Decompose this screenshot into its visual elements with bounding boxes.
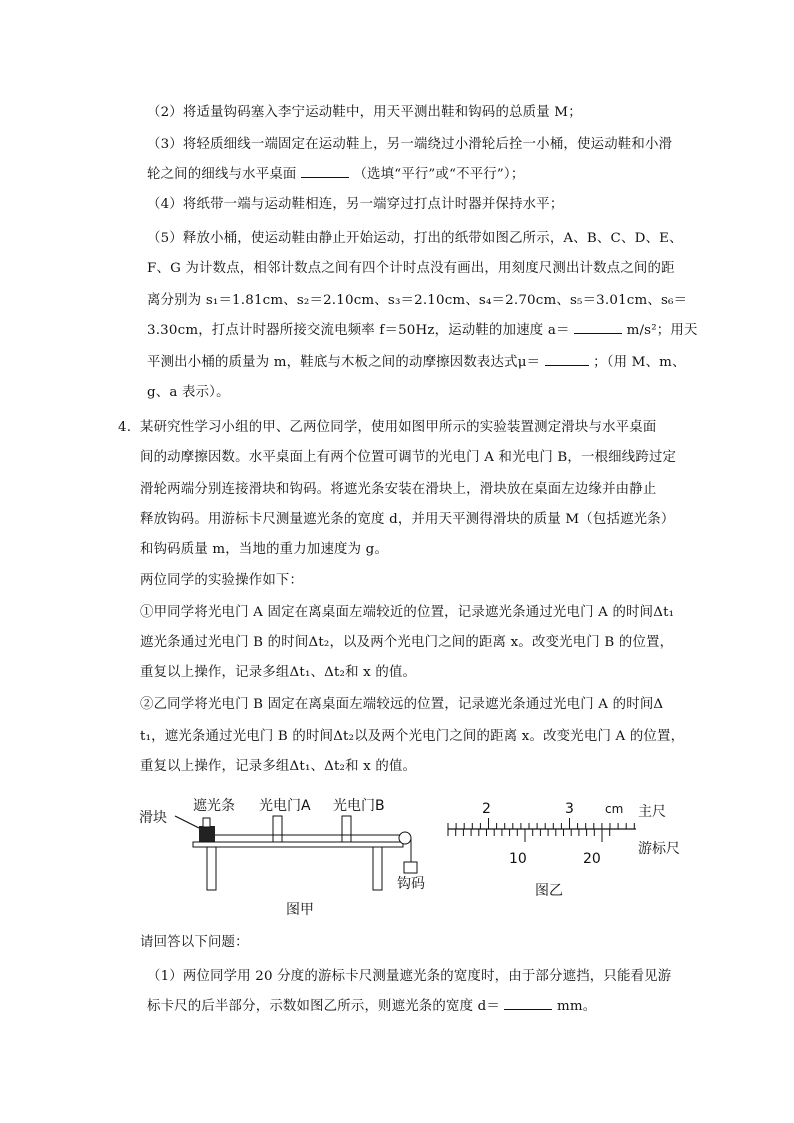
table-leg-left (207, 847, 216, 890)
photogate-a (273, 816, 282, 842)
q4-op2-line2: t₁，遮光条通过光电门 B 的时间Δt₂以及两个光电门之间的距离 x。改变光电门 A 的位置， (140, 729, 685, 744)
acceleration-text: 3.30cm，打点计时器所接交流电频率 f＝50Hz，运动鞋的加速度 a＝ (147, 323, 570, 338)
answer-blank-parallel[interactable] (301, 165, 349, 178)
friction-note: ；（用 M、m、 (593, 355, 686, 370)
label-strip: 遮光条 (193, 798, 235, 814)
q4-para-line4: 释放钩码。用游标卡尺测量遮光条的宽度 d，并用天平测得滑块的质量 M（包括遮光条） (140, 512, 675, 527)
caption-figure-a: 图甲 (286, 902, 314, 918)
q4-op1-line1: ①甲同学将光电门 A 固定在离桌面左端较近的位置，记录遮光条通过光电门 A 的时间Δt₁ (140, 605, 675, 620)
main-scale-ticks (448, 818, 634, 829)
q3-step-5-line4 (147, 321, 698, 341)
q4-ops-title: 两位同学的实验操作如下： (140, 573, 304, 588)
answer-blank-width[interactable] (504, 997, 552, 1010)
main-tick-label-3: 3 (565, 801, 574, 817)
q3-step-5-line2: F、G 为计数点，相邻计数点之间有四个计时点没有画出，用刻度尺测出计数点之间的距 (147, 261, 675, 276)
vernier-tick-label-20: 20 (583, 851, 601, 867)
q4-sub1-line2 (147, 997, 596, 1017)
q4-op2-line1: ②乙同学将光电门 B 固定在离桌面左端较远的位置，记录遮光条通过光电门 A 的时间Δ (140, 697, 664, 712)
width-text: 标卡尺的后半部分，示数如图乙所示，则遮光条的宽度 d＝ (147, 999, 500, 1014)
table-leg-right (373, 847, 382, 890)
label-gate-b: 光电门B (333, 798, 385, 814)
pulley (399, 832, 411, 844)
answer-blank-acceleration[interactable] (574, 321, 622, 334)
q4-number: 4. (118, 420, 132, 435)
q3-step-4: （4）将纸带一端与运动鞋相连，另一端穿过打点计时器并保持水平； (147, 197, 564, 212)
q4-para-line5: 和钩码质量 m，当地的重力加速度为 g。 (140, 542, 389, 557)
q3-step-3-text: 轮之间的细线与水平桌面 (147, 167, 297, 182)
label-slider: 滑块 (139, 810, 167, 826)
acceleration-unit: m/s²；用天 (626, 323, 698, 338)
q3-step-5-line6: g、a 表示）。 (147, 385, 230, 400)
main-tick-label-2: 2 (482, 801, 491, 817)
figure-apparatus (135, 790, 435, 920)
label-weight: 钩码 (397, 876, 425, 892)
label-vernier-scale: 游标尺 (638, 841, 680, 857)
vernier-scale-ticks (448, 829, 610, 842)
q3-step-3-options: （选填“平行”或“不平行”）； (353, 167, 525, 182)
figure-vernier (440, 796, 690, 901)
pointer-slider (175, 816, 199, 828)
q4-op1-line2: 遮光条通过光电门 B 的时间Δt₂，以及两个光电门之间的距离 x。改变光电门 B 的位置， (140, 635, 674, 650)
q4-questions-title: 请回答以下问题： (140, 935, 249, 950)
q4-para-line3: 滑轮两端分别连接滑块和钩码。将遮光条安装在滑块上，滑块放在桌面左边缘并由静止 (140, 482, 657, 497)
hook-weight (404, 862, 417, 873)
q4-para-line1: 某研究性学习小组的甲、乙两位同学，使用如图甲所示的实验装置测定滑块与水平桌面 (140, 420, 657, 435)
label-gate-a: 光电门A (259, 798, 311, 814)
vernier-tick-label-10: 10 (509, 851, 527, 867)
q3-step-5-line5 (147, 353, 686, 373)
label-main-scale: 主尺 (638, 804, 666, 820)
table-top (193, 842, 403, 847)
q3-step-5-line3: 离分别为 s₁＝1.81cm、s₂＝2.10cm、s₃＝2.10cm、s₄＝2.70cm、s₅＝3.01cm、s₆＝ (147, 293, 688, 308)
unit-label: cm (605, 802, 624, 816)
light-strip (203, 818, 210, 827)
q4-sub1-line1: （1）两位同学用 20 分度的游标卡尺测量遮光条的宽度时，由于部分遮挡，只能看见游 (147, 969, 672, 984)
caption-figure-b: 图乙 (535, 883, 563, 899)
photogate-b (342, 816, 351, 842)
friction-text: 平测出小桶的质量为 m，鞋底与木板之间的动摩擦因数表达式μ＝ (147, 355, 541, 370)
answer-blank-friction[interactable] (545, 353, 589, 366)
q4-op1-line3: 重复以上操作，记录多组Δt₁、Δt₂和 x 的值。 (140, 665, 417, 680)
q4-op2-line3: 重复以上操作，记录多组Δt₁、Δt₂和 x 的值。 (140, 759, 417, 774)
q3-step-5-line1: （5）释放小桶，使运动鞋由静止开始运动，打出的纸带如图乙所示，A、B、C、D、E、 (147, 231, 683, 246)
slider-block (199, 826, 215, 842)
q4-para-line2: 间的动摩擦因数。水平桌面上有两个位置可调节的光电门 A 和光电门 B，一根细线跨过定 (140, 450, 677, 465)
q3-step-3-line1: （3）将轻质细线一端固定在运动鞋上，另一端绕过小滑轮后拴一小桶，使运动鞋和小滑 (147, 137, 673, 152)
width-unit: mm。 (556, 999, 597, 1014)
q3-step-3-line2 (147, 165, 524, 185)
q3-step-2: （2）将适量钩码塞入李宁运动鞋中，用天平测出鞋和钩码的总质量 M； (147, 105, 582, 120)
